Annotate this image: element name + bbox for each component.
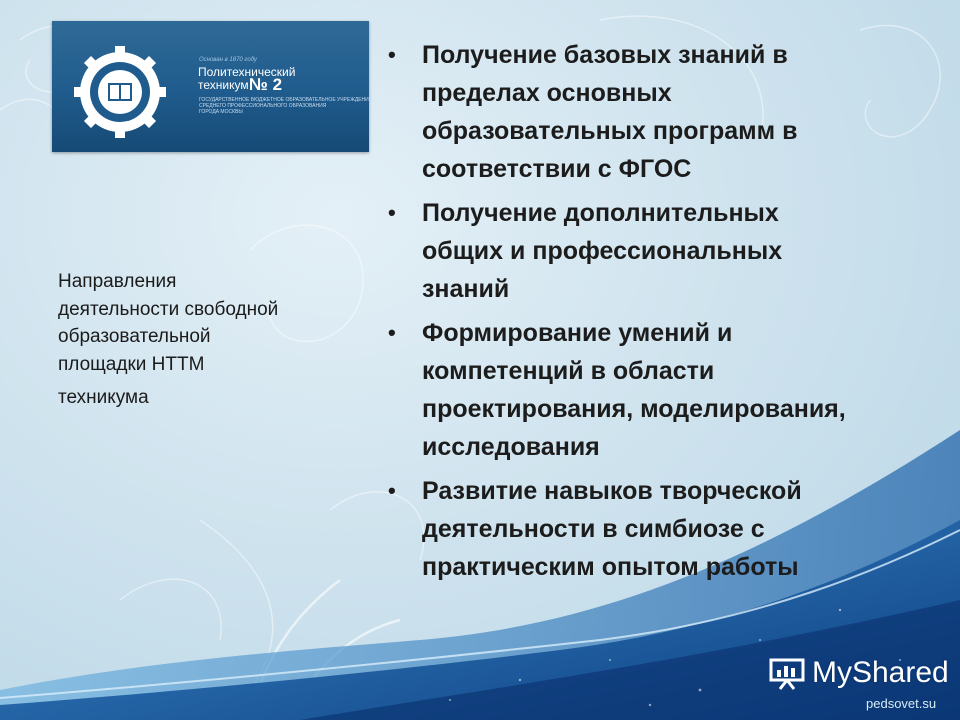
bullet-marker: • [388, 478, 396, 503]
bullet-line: знаний [422, 275, 510, 303]
list-item [385, 472, 925, 586]
logo-name-line2: техникум [198, 78, 249, 92]
bullet-line: проектирования, моделирования, [422, 395, 846, 423]
bullet-line: Получение базовых знаний в [422, 41, 788, 69]
logo-org-line: СРЕДНЕГО ПРОФЕССИОНАЛЬНОГО ОБРАЗОВАНИЯ [199, 103, 327, 109]
bullet-line: компетенций в области [422, 357, 715, 385]
list-item [385, 314, 925, 466]
section-heading [58, 268, 368, 412]
bullet-line: Развитие навыков творческой [422, 477, 802, 505]
logo-org-line: ГОРОДА МОСКВЫ [199, 109, 243, 115]
gear-emblem-icon [64, 36, 176, 148]
list-item [385, 194, 925, 308]
heading-line: образовательной [58, 326, 211, 348]
bullet-line: образовательных программ в [422, 117, 798, 145]
bullet-line: деятельности в симбиозе с [422, 515, 765, 543]
logo-org-line: ГОСУДАРСТВЕННОЕ БЮДЖЕТНОЕ ОБРАЗОВАТЕЛЬНОЕ УЧРЕЖДЕНИЕ [199, 97, 373, 103]
bullet-line: Получение дополнительных [422, 199, 779, 227]
bullet-line: соответствии с ФГОС [422, 155, 692, 183]
bullet-line: практическим опытом работы [422, 553, 799, 581]
logo-name-line1: Политехнический [198, 65, 296, 79]
heading-line: деятельности свободной [58, 298, 279, 320]
bullet-line: общих и профессиональных [422, 237, 783, 265]
bullet-marker: • [388, 200, 396, 225]
list-item [385, 36, 925, 188]
bullet-marker: • [388, 42, 396, 67]
logo-tagline: Основан в 1870 году [199, 57, 257, 63]
watermark-link[interactable]: pedsovet.su [866, 696, 937, 711]
bullet-marker: • [388, 320, 396, 345]
bullet-line: пределах основных [422, 79, 672, 107]
logo-number: № 2 [249, 75, 283, 94]
bullet-line: исследования [422, 433, 600, 461]
heading-line: техникума [58, 387, 149, 409]
heading-line: площадки НТТМ [58, 353, 205, 375]
bullet-list [385, 36, 925, 592]
presentation-board-icon [768, 656, 806, 690]
brand-text: MyShared [812, 656, 949, 689]
bullet-line: Формирование умений и [422, 319, 733, 347]
heading-line: Направления [58, 271, 177, 292]
